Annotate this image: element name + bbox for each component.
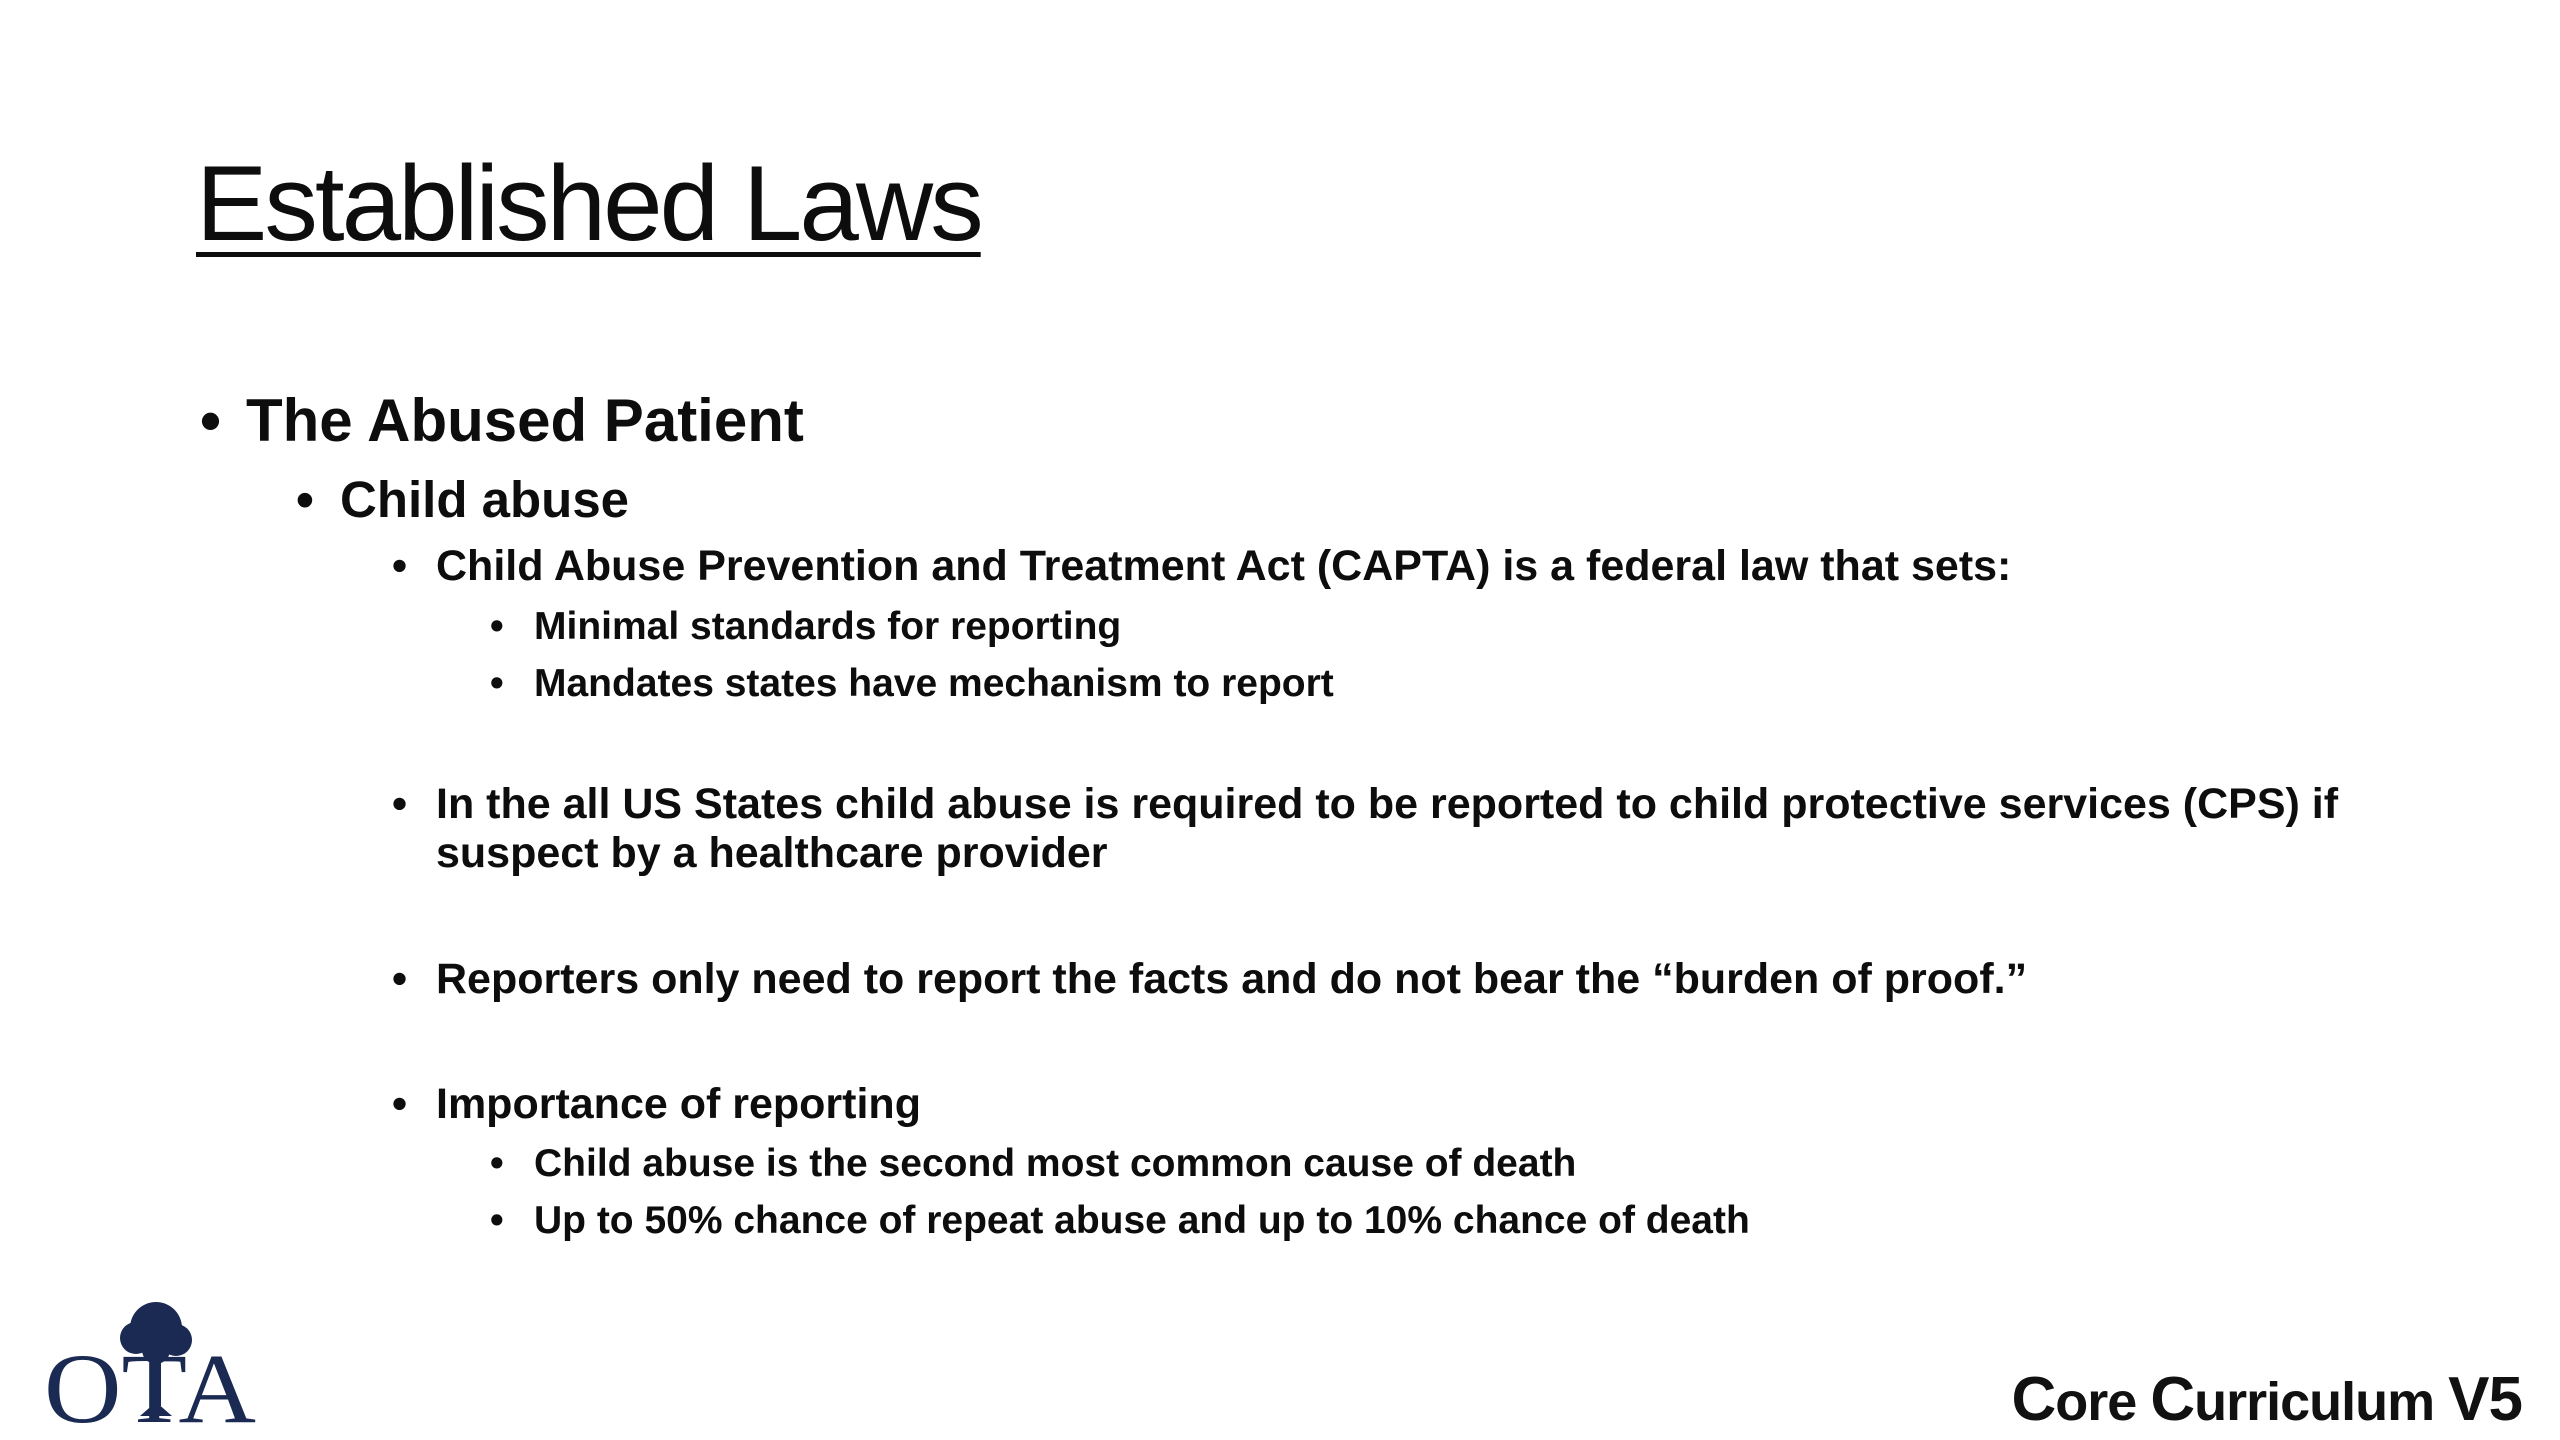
- bullet-text: Up to 50% chance of repeat abuse and up to 10% chance of death: [534, 1199, 1750, 1242]
- bullet-icon: •: [392, 780, 408, 828]
- bullet-text: Mandates states have mechanism to report: [534, 662, 1334, 705]
- bullet-text: Minimal standards for reporting: [534, 605, 1122, 648]
- footer-ore: ore: [2055, 1372, 2151, 1432]
- bullet-icon: •: [200, 387, 222, 454]
- footer-version: V5: [2448, 1365, 2522, 1434]
- bullet-text: Child abuse: [340, 471, 630, 528]
- bullet-icon: •: [392, 955, 408, 1003]
- bullet-text: In the all US States child abuse is required to be reported to child protective services (CPS) if suspect by a healthcare provider: [436, 780, 2339, 877]
- bullet-text: Reporters only need to report the facts and do not bear the “burden of proof.”: [436, 955, 2028, 1003]
- bullet-text: Child Abuse Prevention and Treatment Act (CAPTA) is a federal law that sets:: [436, 542, 2012, 590]
- ota-logo: [44, 1298, 256, 1435]
- bullet-icon: •: [490, 605, 504, 648]
- footer-branding: [2012, 1364, 2523, 1435]
- bullet-icon: •: [490, 662, 504, 705]
- footer-urriculum: urriculum: [2194, 1372, 2449, 1432]
- footer-c1: C: [2011, 1365, 2056, 1434]
- bullet-icon: •: [490, 1142, 504, 1185]
- bullet-text: The Abused Patient: [246, 387, 804, 454]
- footer-c2: C: [2150, 1365, 2195, 1434]
- slide-title: Established Laws: [196, 143, 981, 263]
- bullet-icon: •: [490, 1199, 504, 1242]
- bullet-text: Child abuse is the second most common cause of death: [534, 1142, 1577, 1185]
- ota-logo-icon: [44, 1298, 256, 1430]
- logo-text: OTA: [44, 1333, 256, 1430]
- bullet-icon: •: [296, 471, 314, 528]
- bullet-icon: •: [392, 542, 408, 590]
- bullet-text: Importance of reporting: [436, 1080, 921, 1128]
- bullet-icon: •: [392, 1080, 408, 1128]
